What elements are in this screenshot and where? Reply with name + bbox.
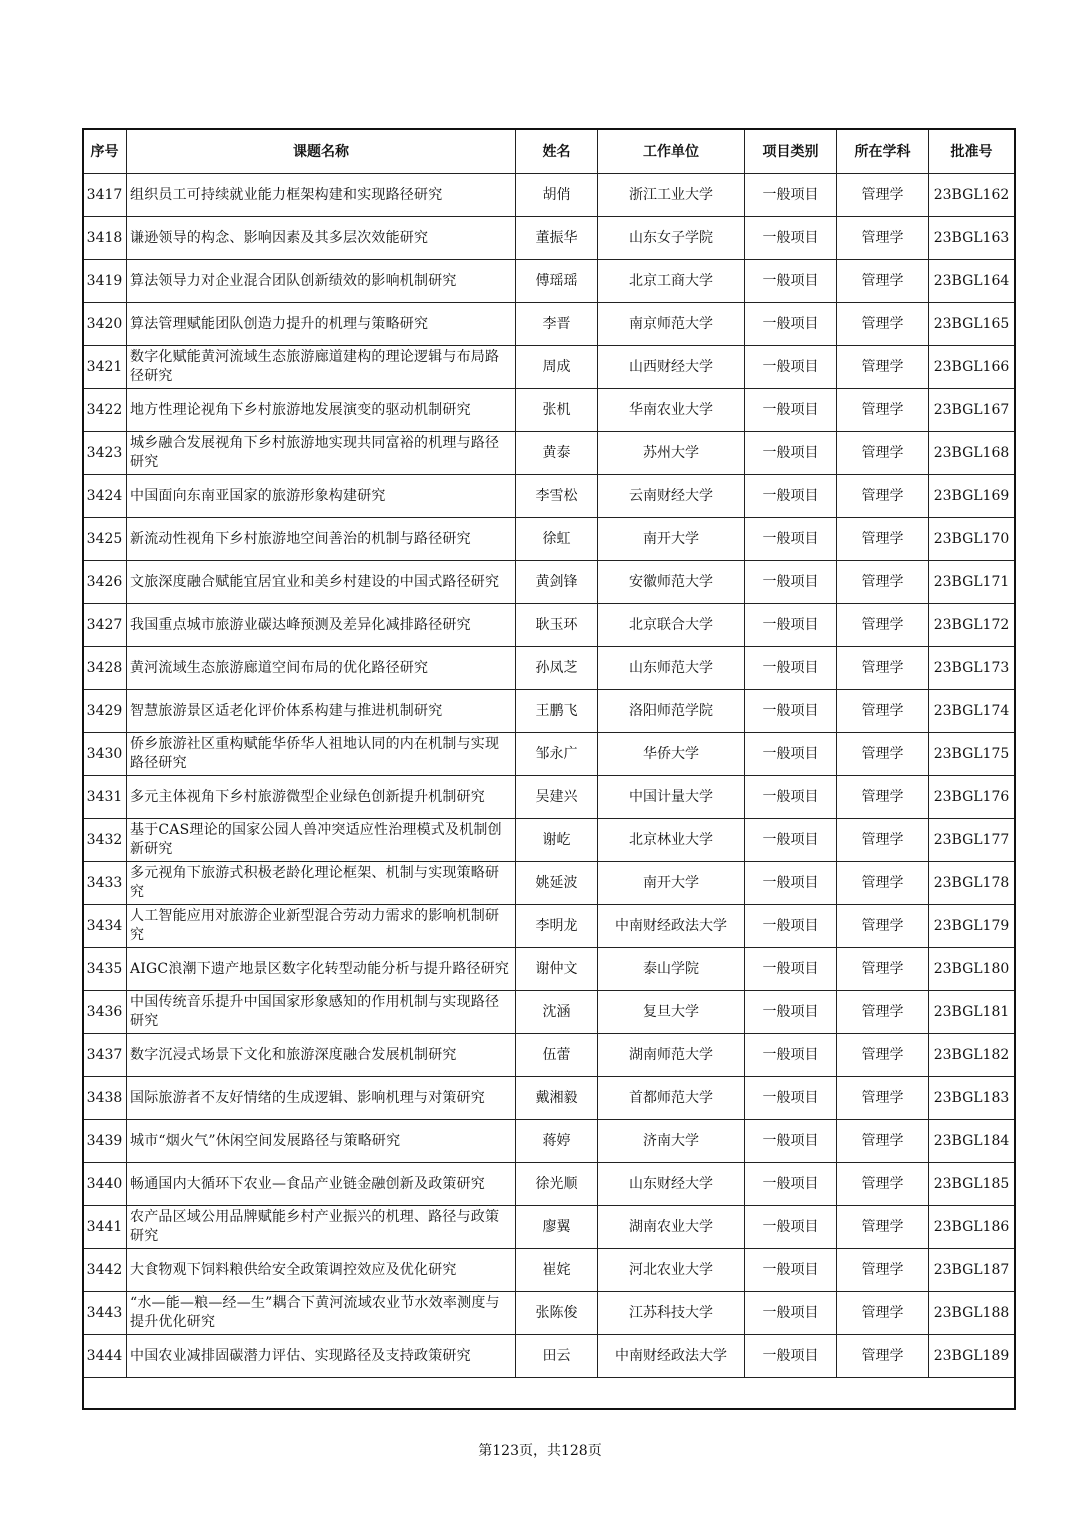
cell-title: 农产品区域公用品牌赋能乡村产业振兴的机理、路径与政策研究 <box>127 1206 516 1249</box>
cell-discipline: 管理学 <box>837 389 929 432</box>
cell-discipline: 管理学 <box>837 346 929 389</box>
cell-seq: 3434 <box>83 905 127 948</box>
cell-seq: 3441 <box>83 1206 127 1249</box>
cell-category: 一般项目 <box>745 948 837 991</box>
cell-name: 胡俏 <box>516 174 598 217</box>
cell-category: 一般项目 <box>745 604 837 647</box>
table-row <box>83 862 1015 905</box>
cell-name: 姚延波 <box>516 862 598 905</box>
cell-name: 李晋 <box>516 303 598 346</box>
cell-name: 徐虹 <box>516 518 598 561</box>
cell-category: 一般项目 <box>745 217 837 260</box>
cell-approval-no: 23BGL188 <box>929 1292 1015 1335</box>
table-row <box>83 174 1015 217</box>
cell-unit: 江苏科技大学 <box>598 1292 745 1335</box>
project-table <box>82 128 1015 1378</box>
cell-approval-no: 23BGL183 <box>929 1077 1015 1120</box>
cell-unit: 苏州大学 <box>598 432 745 475</box>
table-row <box>83 1292 1015 1335</box>
cell-unit: 中南财经政法大学 <box>598 905 745 948</box>
cell-unit: 南开大学 <box>598 518 745 561</box>
cell-approval-no: 23BGL169 <box>929 475 1015 518</box>
table-row <box>83 561 1015 604</box>
cell-approval-no: 23BGL171 <box>929 561 1015 604</box>
cell-name: 廖翼 <box>516 1206 598 1249</box>
table-row <box>83 733 1015 776</box>
cell-category: 一般项目 <box>745 1163 837 1206</box>
cell-title: 算法领导力对企业混合团队创新绩效的影响机制研究 <box>127 260 516 303</box>
cell-approval-no: 23BGL186 <box>929 1206 1015 1249</box>
cell-category: 一般项目 <box>745 819 837 862</box>
cell-category: 一般项目 <box>745 518 837 561</box>
cell-title: 文旅深度融合赋能宜居宜业和美乡村建设的中国式路径研究 <box>127 561 516 604</box>
cell-seq: 3439 <box>83 1120 127 1163</box>
cell-seq: 3429 <box>83 690 127 733</box>
cell-discipline: 管理学 <box>837 647 929 690</box>
cell-category: 一般项目 <box>745 905 837 948</box>
cell-seq: 3437 <box>83 1034 127 1077</box>
cell-title: 数字化赋能黄河流域生态旅游廊道建构的理论逻辑与布局路径研究 <box>127 346 516 389</box>
cell-seq: 3433 <box>83 862 127 905</box>
cell-title: 我国重点城市旅游业碳达峰预测及差异化减排路径研究 <box>127 604 516 647</box>
cell-category: 一般项目 <box>745 1034 837 1077</box>
cell-unit: 洛阳师范学院 <box>598 690 745 733</box>
cell-discipline: 管理学 <box>837 1034 929 1077</box>
table-row <box>83 1077 1015 1120</box>
cell-title: 智慧旅游景区适老化评价体系构建与推进机制研究 <box>127 690 516 733</box>
cell-name: 董振华 <box>516 217 598 260</box>
cell-category: 一般项目 <box>745 346 837 389</box>
cell-title: 算法管理赋能团队创造力提升的机理与策略研究 <box>127 303 516 346</box>
cell-category: 一般项目 <box>745 862 837 905</box>
cell-category: 一般项目 <box>745 776 837 819</box>
cell-discipline: 管理学 <box>837 432 929 475</box>
cell-name: 孙凤芝 <box>516 647 598 690</box>
cell-discipline: 管理学 <box>837 561 929 604</box>
table-row <box>83 1163 1015 1206</box>
cell-seq: 3443 <box>83 1292 127 1335</box>
cell-discipline: 管理学 <box>837 991 929 1034</box>
cell-seq: 3431 <box>83 776 127 819</box>
cell-unit: 北京工商大学 <box>598 260 745 303</box>
cell-title: 中国农业减排固碳潜力评估、实现路径及支持政策研究 <box>127 1335 516 1378</box>
cell-approval-no: 23BGL166 <box>929 346 1015 389</box>
cell-unit: 山西财经大学 <box>598 346 745 389</box>
cell-approval-no: 23BGL177 <box>929 819 1015 862</box>
cell-title: 国际旅游者不友好情绪的生成逻辑、影响机理与对策研究 <box>127 1077 516 1120</box>
cell-approval-no: 23BGL181 <box>929 991 1015 1034</box>
cell-unit: 浙江工业大学 <box>598 174 745 217</box>
cell-seq: 3430 <box>83 733 127 776</box>
cell-category: 一般项目 <box>745 303 837 346</box>
cell-unit: 河北农业大学 <box>598 1249 745 1292</box>
cell-name: 邹永广 <box>516 733 598 776</box>
cell-unit: 复旦大学 <box>598 991 745 1034</box>
cell-name: 周成 <box>516 346 598 389</box>
cell-discipline: 管理学 <box>837 217 929 260</box>
cell-discipline: 管理学 <box>837 1077 929 1120</box>
cell-unit: 山东师范大学 <box>598 647 745 690</box>
cell-seq: 3444 <box>83 1335 127 1378</box>
table-row <box>83 346 1015 389</box>
cell-seq: 3421 <box>83 346 127 389</box>
cell-approval-no: 23BGL162 <box>929 174 1015 217</box>
cell-discipline: 管理学 <box>837 260 929 303</box>
cell-category: 一般项目 <box>745 1206 837 1249</box>
cell-title: 数字沉浸式场景下文化和旅游深度融合发展机制研究 <box>127 1034 516 1077</box>
cell-title: 中国面向东南亚国家的旅游形象构建研究 <box>127 475 516 518</box>
cell-title: 组织员工可持续就业能力框架构建和实现路径研究 <box>127 174 516 217</box>
cell-seq: 3418 <box>83 217 127 260</box>
cell-title: 城市“烟火气”休闲空间发展路径与策略研究 <box>127 1120 516 1163</box>
cell-discipline: 管理学 <box>837 1206 929 1249</box>
table-row <box>83 475 1015 518</box>
cell-title: 大食物观下饲料粮供给安全政策调控效应及优化研究 <box>127 1249 516 1292</box>
cell-category: 一般项目 <box>745 389 837 432</box>
cell-title: 基于CAS理论的国家公园人兽冲突适应性治理模式及机制创新研究 <box>127 819 516 862</box>
cell-unit: 云南财经大学 <box>598 475 745 518</box>
cell-title: 多元视角下旅游式积极老龄化理论框架、机制与实现策略研究 <box>127 862 516 905</box>
cell-unit: 华南农业大学 <box>598 389 745 432</box>
cell-unit: 济南大学 <box>598 1120 745 1163</box>
cell-title: 侨乡旅游社区重构赋能华侨华人祖地认同的内在机制与实现路径研究 <box>127 733 516 776</box>
cell-discipline: 管理学 <box>837 819 929 862</box>
page-footer: 第123页，共128页 <box>478 1443 602 1459</box>
cell-discipline: 管理学 <box>837 1292 929 1335</box>
cell-discipline: 管理学 <box>837 690 929 733</box>
cell-seq: 3436 <box>83 991 127 1034</box>
cell-title: 地方性理论视角下乡村旅游地发展演变的驱动机制研究 <box>127 389 516 432</box>
cell-discipline: 管理学 <box>837 1163 929 1206</box>
table-row <box>83 1249 1015 1292</box>
cell-unit: 泰山学院 <box>598 948 745 991</box>
cell-discipline: 管理学 <box>837 733 929 776</box>
cell-name: 蒋婷 <box>516 1120 598 1163</box>
cell-name: 戴湘毅 <box>516 1077 598 1120</box>
cell-approval-no: 23BGL163 <box>929 217 1015 260</box>
table-row <box>83 518 1015 561</box>
cell-unit: 南京师范大学 <box>598 303 745 346</box>
cell-seq: 3420 <box>83 303 127 346</box>
cell-seq: 3438 <box>83 1077 127 1120</box>
cell-seq: 3428 <box>83 647 127 690</box>
cell-title: 畅通国内大循环下农业—食品产业链金融创新及政策研究 <box>127 1163 516 1206</box>
cell-title: “水—能—粮—经—生”耦合下黄河流域农业节水效率测度与提升优化研究 <box>127 1292 516 1335</box>
cell-category: 一般项目 <box>745 690 837 733</box>
cell-discipline: 管理学 <box>837 948 929 991</box>
table-row <box>83 260 1015 303</box>
cell-approval-no: 23BGL165 <box>929 303 1015 346</box>
cell-discipline: 管理学 <box>837 905 929 948</box>
cell-approval-no: 23BGL175 <box>929 733 1015 776</box>
table-row <box>83 819 1015 862</box>
cell-unit: 湖南农业大学 <box>598 1206 745 1249</box>
table-row <box>83 1120 1015 1163</box>
cell-approval-no: 23BGL164 <box>929 260 1015 303</box>
cell-approval-no: 23BGL168 <box>929 432 1015 475</box>
cell-name: 崔姹 <box>516 1249 598 1292</box>
cell-approval-no: 23BGL179 <box>929 905 1015 948</box>
cell-unit: 华侨大学 <box>598 733 745 776</box>
table-row <box>83 948 1015 991</box>
header-unit: 工作单位 <box>598 129 745 174</box>
cell-category: 一般项目 <box>745 733 837 776</box>
cell-name: 黄剑锋 <box>516 561 598 604</box>
cell-category: 一般项目 <box>745 1077 837 1120</box>
cell-category: 一般项目 <box>745 1120 837 1163</box>
cell-approval-no: 23BGL187 <box>929 1249 1015 1292</box>
header-discipline: 所在学科 <box>837 129 929 174</box>
cell-category: 一般项目 <box>745 1335 837 1378</box>
cell-discipline: 管理学 <box>837 1335 929 1378</box>
cell-name: 张机 <box>516 389 598 432</box>
cell-seq: 3423 <box>83 432 127 475</box>
table-row <box>83 647 1015 690</box>
cell-name: 张陈俊 <box>516 1292 598 1335</box>
cell-seq: 3422 <box>83 389 127 432</box>
cell-category: 一般项目 <box>745 475 837 518</box>
table-row <box>83 432 1015 475</box>
cell-category: 一般项目 <box>745 991 837 1034</box>
cell-seq: 3432 <box>83 819 127 862</box>
cell-discipline: 管理学 <box>837 776 929 819</box>
cell-name: 谢屹 <box>516 819 598 862</box>
table-row <box>83 1206 1015 1249</box>
cell-title: 谦逊领导的构念、影响因素及其多层次效能研究 <box>127 217 516 260</box>
cell-name: 黄泰 <box>516 432 598 475</box>
header-seq: 序号 <box>83 129 127 174</box>
cell-title: 城乡融合发展视角下乡村旅游地实现共同富裕的机理与路径研究 <box>127 432 516 475</box>
cell-category: 一般项目 <box>745 647 837 690</box>
table-row <box>83 389 1015 432</box>
cell-approval-no: 23BGL178 <box>929 862 1015 905</box>
cell-discipline: 管理学 <box>837 174 929 217</box>
cell-approval-no: 23BGL180 <box>929 948 1015 991</box>
header-title: 课题名称 <box>127 129 516 174</box>
cell-seq: 3426 <box>83 561 127 604</box>
cell-approval-no: 23BGL170 <box>929 518 1015 561</box>
table-row <box>83 776 1015 819</box>
cell-unit: 南开大学 <box>598 862 745 905</box>
cell-name: 傅瑶瑶 <box>516 260 598 303</box>
header-approval-no: 批准号 <box>929 129 1015 174</box>
table-row <box>83 217 1015 260</box>
table-row <box>83 1335 1015 1378</box>
cell-unit: 首都师范大学 <box>598 1077 745 1120</box>
cell-approval-no: 23BGL174 <box>929 690 1015 733</box>
cell-name: 李雪松 <box>516 475 598 518</box>
cell-unit: 湖南师范大学 <box>598 1034 745 1077</box>
cell-name: 耿玉环 <box>516 604 598 647</box>
cell-title: 中国传统音乐提升中国国家形象感知的作用机制与实现路径研究 <box>127 991 516 1034</box>
cell-unit: 安徽师范大学 <box>598 561 745 604</box>
cell-unit: 山东女子学院 <box>598 217 745 260</box>
table-body <box>83 174 1015 1378</box>
cell-seq: 3442 <box>83 1249 127 1292</box>
cell-approval-no: 23BGL176 <box>929 776 1015 819</box>
cell-category: 一般项目 <box>745 174 837 217</box>
header-name: 姓名 <box>516 129 598 174</box>
cell-unit: 山东财经大学 <box>598 1163 745 1206</box>
cell-discipline: 管理学 <box>837 1120 929 1163</box>
cell-category: 一般项目 <box>745 260 837 303</box>
cell-seq: 3425 <box>83 518 127 561</box>
table-row <box>83 991 1015 1034</box>
table-row <box>83 303 1015 346</box>
cell-title: 人工智能应用对旅游企业新型混合劳动力需求的影响机制研究 <box>127 905 516 948</box>
cell-category: 一般项目 <box>745 1292 837 1335</box>
cell-seq: 3427 <box>83 604 127 647</box>
cell-discipline: 管理学 <box>837 1249 929 1292</box>
cell-discipline: 管理学 <box>837 475 929 518</box>
table-row <box>83 1034 1015 1077</box>
cell-approval-no: 23BGL189 <box>929 1335 1015 1378</box>
cell-seq: 3419 <box>83 260 127 303</box>
cell-seq: 3424 <box>83 475 127 518</box>
cell-name: 谢仲文 <box>516 948 598 991</box>
cell-name: 田云 <box>516 1335 598 1378</box>
cell-approval-no: 23BGL173 <box>929 647 1015 690</box>
cell-approval-no: 23BGL172 <box>929 604 1015 647</box>
table-row <box>83 690 1015 733</box>
cell-approval-no: 23BGL185 <box>929 1163 1015 1206</box>
cell-category: 一般项目 <box>745 432 837 475</box>
cell-approval-no: 23BGL184 <box>929 1120 1015 1163</box>
cell-unit: 中国计量大学 <box>598 776 745 819</box>
header-category: 项目类别 <box>745 129 837 174</box>
cell-approval-no: 23BGL182 <box>929 1034 1015 1077</box>
cell-name: 王鹏飞 <box>516 690 598 733</box>
table-header-row <box>83 129 1015 174</box>
cell-name: 李明龙 <box>516 905 598 948</box>
cell-unit: 中南财经政法大学 <box>598 1335 745 1378</box>
cell-discipline: 管理学 <box>837 303 929 346</box>
table-row <box>83 905 1015 948</box>
cell-name: 伍蕾 <box>516 1034 598 1077</box>
cell-discipline: 管理学 <box>837 518 929 561</box>
cell-name: 徐光顺 <box>516 1163 598 1206</box>
cell-name: 沈涵 <box>516 991 598 1034</box>
cell-name: 吴建兴 <box>516 776 598 819</box>
cell-seq: 3417 <box>83 174 127 217</box>
cell-unit: 北京联合大学 <box>598 604 745 647</box>
cell-seq: 3440 <box>83 1163 127 1206</box>
cell-title: AIGC浪潮下遗产地景区数字化转型动能分析与提升路径研究 <box>127 948 516 991</box>
cell-seq: 3435 <box>83 948 127 991</box>
cell-discipline: 管理学 <box>837 862 929 905</box>
table-row <box>83 604 1015 647</box>
cell-title: 黄河流域生态旅游廊道空间布局的优化路径研究 <box>127 647 516 690</box>
cell-discipline: 管理学 <box>837 604 929 647</box>
cell-title: 多元主体视角下乡村旅游微型企业绿色创新提升机制研究 <box>127 776 516 819</box>
cell-unit: 北京林业大学 <box>598 819 745 862</box>
cell-category: 一般项目 <box>745 1249 837 1292</box>
cell-category: 一般项目 <box>745 561 837 604</box>
cell-approval-no: 23BGL167 <box>929 389 1015 432</box>
cell-title: 新流动性视角下乡村旅游地空间善治的机制与路径研究 <box>127 518 516 561</box>
